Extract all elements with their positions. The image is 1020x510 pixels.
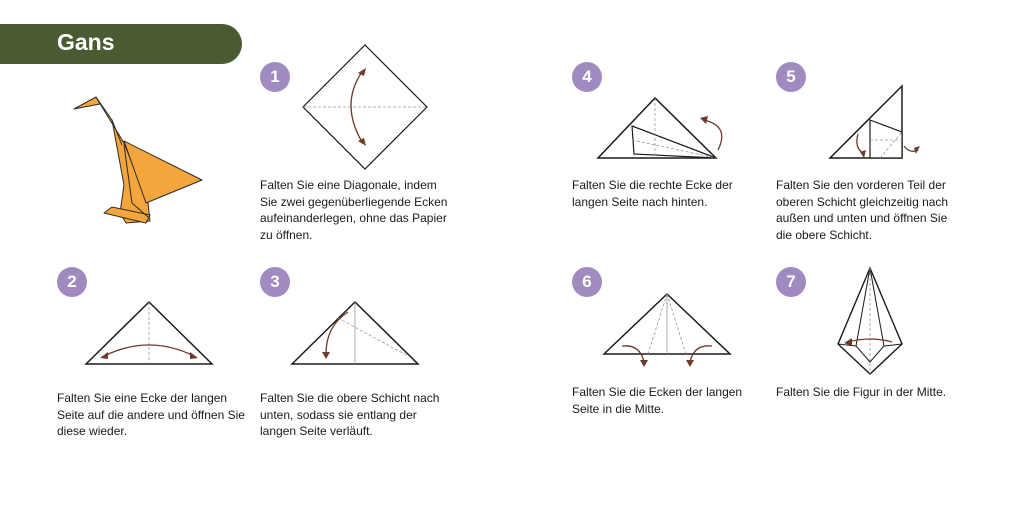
step-3-description: Falten Sie die obere Schicht nach unten, sodass sie entlang der langen Seite verläuft. <box>260 391 440 438</box>
step-4-description: Falten Sie die rechte Ecke der langen Seite nach hinten. <box>572 178 733 209</box>
step-4-diagram <box>592 92 732 164</box>
step-number-1: 1 <box>260 62 290 92</box>
step-5-diagram <box>824 82 924 164</box>
step-number-6: 6 <box>572 267 602 297</box>
step-number-5: 5 <box>776 62 806 92</box>
title-bar <box>0 24 242 64</box>
step-7-description: Falten Sie die Figur in der Mitte. <box>776 385 947 399</box>
step-3-diagram <box>288 298 422 370</box>
step-7-diagram <box>836 266 906 378</box>
goose-figure <box>60 85 210 230</box>
step-number-3: 3 <box>260 267 290 297</box>
goose-head <box>74 97 100 109</box>
step-1-description: Falten Sie eine Diagonale, indem Sie zwei gegenüberliegende Ecken aufeinanderlegen, ohne das Papier zu öffnen. <box>260 178 448 242</box>
step-number-4: 4 <box>572 62 602 92</box>
step-6-description: Falten Sie die Ecken der langen Seite in die Mitte. <box>572 385 743 416</box>
step-2-diagram <box>82 298 216 370</box>
step-6-diagram <box>600 290 734 370</box>
step-number-7: 7 <box>776 267 806 297</box>
page-title: Gans <box>57 29 115 55</box>
step-2-description: Falten Sie eine Ecke der langen Seite auf die andere und öffnen Sie diese wieder. <box>57 391 245 438</box>
step-1-diagram <box>300 42 430 172</box>
step-5-description: Falten Sie den vorderen Teil der oberen Schicht gleichzeitig nach außen und unten und öffnen Sie die obere Schicht. <box>776 178 949 242</box>
step-number-2: 2 <box>57 267 87 297</box>
